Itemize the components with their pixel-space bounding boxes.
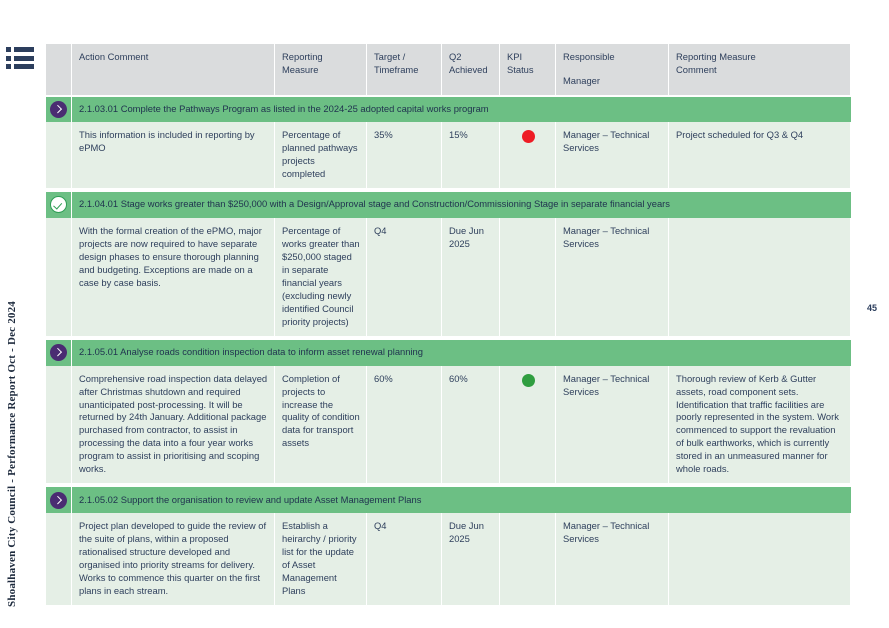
action-group-title: 2.1.04.01 Stage works greater than $250,000 with a Design/Approval stage and Construction/Commissioning Stage in separate financial years — [72, 192, 851, 218]
header-responsible-manager — [556, 44, 669, 96]
action-group-title: 2.1.05.02 Support the organisation to review and update Asset Management Plans — [72, 487, 851, 513]
cell-reporting-measure: Percentage of planned pathways projects completed — [275, 122, 367, 188]
list-icon-bar — [14, 64, 34, 69]
table-header-row — [46, 44, 851, 96]
header-reporting-measure-line2: Measure — [282, 63, 319, 75]
row-spacer — [46, 605, 851, 609]
chevron-right-circle-icon[interactable] — [50, 492, 67, 509]
report-table — [45, 44, 851, 609]
cell-target-timeframe: Q4 — [367, 218, 442, 336]
cell-q2-achieved: 15% — [442, 122, 500, 188]
list-icon-bar — [14, 47, 34, 52]
header-kpi-status-line2: Status — [507, 63, 534, 75]
cell-action-comment: Comprehensive road inspection data delayed after Christmas shutdown and required unanticipated post-processing. It will be returned by 24th January. Additional package purchased from contractor, to assist in processing the data into a four year works program to assist in prioritising and scoping works. — [72, 366, 275, 484]
cell-q2-achieved: Due Jun 2025 — [442, 218, 500, 336]
list-icon[interactable] — [6, 47, 34, 71]
action-group-title: 2.1.05.01 Analyse roads condition inspection data to inform asset renewal planning — [72, 340, 851, 366]
cell-reporting-measure: Completion of projects to increase the quality of condition data for transport assets — [275, 366, 367, 484]
cell-reporting-measure-comment — [669, 218, 851, 336]
header-action-comment — [72, 44, 275, 96]
cell-reporting-measure-comment: Project scheduled for Q3 & Q4 — [669, 122, 851, 188]
header-kpi-status — [500, 44, 556, 96]
cell-action-comment: Project plan developed to guide the review of the suite of plans, within a proposed rationalised structure developed and organised into priority streams for delivery. Works to commence this quarter on the first plans in each stream. — [72, 513, 275, 605]
cell-kpi-status — [500, 218, 556, 336]
cell-reporting-measure: Percentage of works greater than $250,000 staged in separate financial years (excluding newly identified Council priority projects) — [275, 218, 367, 336]
header-target-timeframe-line2: Timeframe — [374, 63, 419, 75]
cell-kpi-status — [500, 122, 556, 188]
list-icon-bullet — [6, 47, 11, 52]
row-gutter — [46, 122, 72, 188]
cell-responsible-manager: Manager – Technical Services — [556, 513, 669, 605]
cell-target-timeframe: 35% — [367, 122, 442, 188]
kpi-status-dot-red — [522, 130, 535, 143]
header-reporting-measure-line1: Reporting — [282, 51, 323, 62]
header-action-comment-label: Action Comment — [79, 51, 149, 62]
table-row — [46, 366, 851, 484]
header-reporting-measure-comment-line2: Comment — [676, 63, 717, 75]
action-status-icon-cell[interactable] — [46, 487, 72, 513]
header-q2-achieved-line2: Achieved — [449, 63, 488, 75]
vertical-report-label — [0, 180, 24, 607]
list-icon-bullet — [6, 64, 11, 69]
vertical-report-label-text: Shoalhaven City Council - Performance Report Oct - Dec 2024 — [6, 301, 18, 607]
chevron-right-circle-icon[interactable] — [50, 344, 67, 361]
cell-action-comment: With the formal creation of the ePMO, major projects are now required to have separate design phases to ensure thorough planning and budgeting. Exceptions are made on a case by case basis. — [72, 218, 275, 336]
cell-target-timeframe: Q4 — [367, 513, 442, 605]
action-group-row[interactable] — [46, 340, 851, 366]
table-row — [46, 218, 851, 336]
header-q2-achieved — [442, 44, 500, 96]
cell-kpi-status — [500, 513, 556, 605]
header-q2-achieved-line1: Q2 — [449, 51, 462, 62]
cell-reporting-measure: Establish a heirarchy / priority list for the update of Asset Management Plans — [275, 513, 367, 605]
action-status-icon-cell[interactable] — [46, 96, 72, 122]
cell-target-timeframe: 60% — [367, 366, 442, 484]
action-group-row[interactable] — [46, 192, 851, 218]
action-group-title: 2.1.03.01 Complete the Pathways Program as listed in the 2024-25 adopted capital works program — [72, 96, 851, 122]
header-gutter — [46, 44, 72, 96]
cell-q2-achieved: Due Jun 2025 — [442, 513, 500, 605]
cell-kpi-status — [500, 366, 556, 484]
header-target-timeframe-line1: Target / — [374, 51, 406, 62]
page-number: 45 — [866, 303, 877, 313]
table-header — [46, 44, 851, 96]
list-icon-row — [6, 47, 34, 52]
row-gutter — [46, 366, 72, 484]
action-status-icon-cell[interactable] — [46, 340, 72, 366]
table-row — [46, 122, 851, 188]
row-gutter — [46, 218, 72, 336]
list-icon-bullet — [6, 56, 11, 61]
cell-reporting-measure-comment: Thorough review of Kerb & Gutter assets, road component sets. Identification that traffic facilities are poorly represented in the system. Work commenced to support the revaluation of bulk earthworks, which is currently stored in an unmeasured manner for whole roads. — [669, 366, 851, 484]
table-row — [46, 513, 851, 605]
header-spacer — [563, 64, 662, 75]
list-icon-row — [6, 56, 34, 61]
header-target-timeframe — [367, 44, 442, 96]
table-body — [46, 96, 851, 609]
kpi-status-dot-green — [522, 374, 535, 387]
list-icon-bar — [14, 56, 34, 61]
cell-q2-achieved: 60% — [442, 366, 500, 484]
cell-action-comment: This information is included in reporting by ePMO — [72, 122, 275, 188]
row-spacer-cell — [46, 605, 851, 609]
header-reporting-measure-comment — [669, 44, 851, 96]
action-group-row[interactable] — [46, 487, 851, 513]
list-icon-row — [6, 64, 34, 69]
cell-responsible-manager: Manager – Technical Services — [556, 122, 669, 188]
header-reporting-measure — [275, 44, 367, 96]
chevron-right-circle-icon[interactable] — [50, 101, 67, 118]
header-kpi-status-line1: KPI — [507, 51, 523, 62]
action-status-icon-cell[interactable] — [46, 192, 72, 218]
header-responsible-manager-line2: Manager — [563, 74, 601, 86]
cell-responsible-manager: Manager – Technical Services — [556, 366, 669, 484]
header-reporting-measure-comment-line1: Reporting Measure — [676, 51, 756, 62]
row-gutter — [46, 513, 72, 605]
cell-reporting-measure-comment — [669, 513, 851, 605]
header-responsible-manager-line1: Responsible — [563, 51, 615, 62]
check-circle-icon[interactable] — [50, 196, 67, 213]
report-table-container — [45, 44, 850, 609]
cell-responsible-manager: Manager – Technical Services — [556, 218, 669, 336]
action-group-row[interactable] — [46, 96, 851, 122]
